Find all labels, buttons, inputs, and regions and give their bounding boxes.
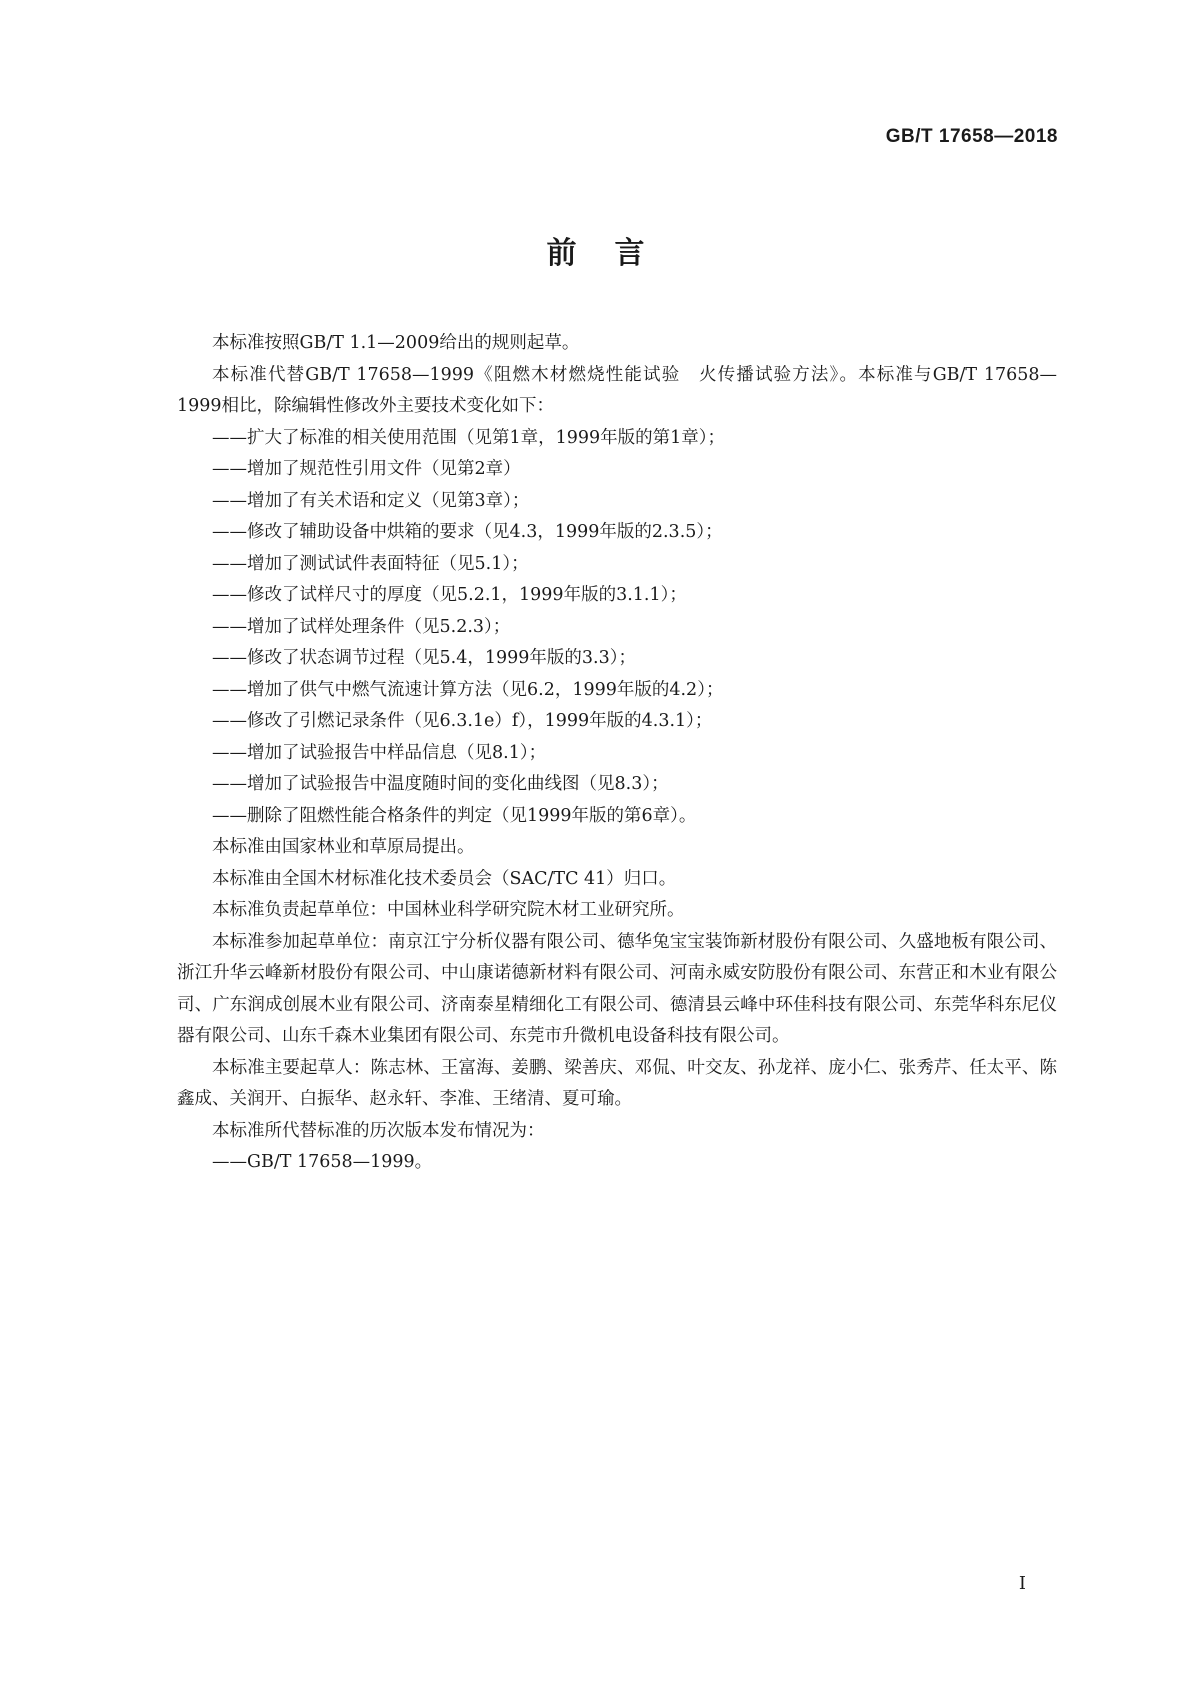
change-item: ——扩大了标准的相关使用范围（见第1章，1999年版的第1章）；: [212, 427, 726, 448]
participating-units-paragraph: 本标准参加起草单位：南京江宁分析仪器有限公司、德华兔宝宝装饰新材股份有限公司、久盛地板有限公司、浙江升华云峰新材股份有限公司、中山康诺德新材料有限公司、河南永威安防股份有限公司、东营正和木业有限公司、广东润成创展木业有限公司、济南泰星精细化工有限公司、德清县云峰中环佳科技有限公司、东莞华科东尼仪器有限公司、山东千森木业集团有限公司、东莞市升微机电设备科技有限公司。: [177, 931, 1057, 1046]
page-title: 前言: [546, 236, 683, 271]
proposed-by-paragraph: 本标准由国家林业和草原局提出。: [212, 837, 475, 857]
changes-list: [177, 423, 1057, 833]
change-item: ——修改了引燃记录条件（见6.3.1e）f），1999年版的4.3.1）；: [212, 711, 713, 731]
change-item: ——修改了试样尺寸的厚度（见5.2.1，1999年版的3.1.1）；: [212, 585, 687, 605]
replacement-paragraph: 本标准代替GB/T 17658—1999《阻燃木材燃烧性能试验 火传播试验方法》。本标准与GB/T 17658—1999相比，除编辑性修改外主要技术变化如下：: [177, 364, 1057, 416]
history-item: ——GB/T 17658—1999。: [212, 1152, 433, 1172]
change-item: ——增加了试样处理条件（见5.2.3）；: [212, 616, 511, 637]
history-intro-paragraph: 本标准所代替标准的历次版本发布情况为：: [212, 1120, 545, 1141]
page-number: I: [1018, 1573, 1026, 1594]
drafting-rules-paragraph: 本标准按照GB/T 1.1—2009给出的规则起草。: [212, 333, 580, 353]
responsible-unit-paragraph: 本标准负责起草单位：中国林业科学研究院木材工业研究所。: [212, 900, 685, 920]
change-item: ——增加了试验报告中样品信息（见8.1）；: [212, 742, 547, 763]
change-item: ——增加了试验报告中温度随时间的变化曲线图（见8.3）；: [212, 774, 669, 794]
change-item: ——增加了有关术语和定义（见第3章）；: [212, 490, 530, 511]
change-item: ——增加了测试试件表面特征（见5.1）；: [212, 553, 529, 574]
managed-by-paragraph: 本标准由全国木材标准化技术委员会（SAC/TC 41）归口。: [212, 868, 677, 889]
foreword-body: [177, 328, 1057, 1179]
change-item: ——修改了辅助设备中烘箱的要求（见4.3，1999年版的2.3.5）；: [212, 522, 723, 542]
change-item: ——增加了规范性引用文件（见第2章）: [212, 459, 521, 479]
standard-code: GB/T 17658—2018: [885, 126, 1058, 147]
main-drafters-paragraph: 本标准主要起草人：陈志林、王富海、姜鹏、梁善庆、邓侃、叶交友、孙龙祥、庞小仁、张秀芹、任太平、陈鑫成、关润开、白振华、赵永轩、李准、王绪清、夏可瑜。: [177, 1057, 1057, 1109]
change-item: ——删除了阻燃性能合格条件的判定（见1999年版的第6章）。: [212, 805, 697, 826]
change-item: ——增加了供气中燃气流速计算方法（见6.2，1999年版的4.2）；: [212, 679, 724, 700]
change-item: ——修改了状态调节过程（见5.4，1999年版的3.3）；: [212, 648, 636, 668]
